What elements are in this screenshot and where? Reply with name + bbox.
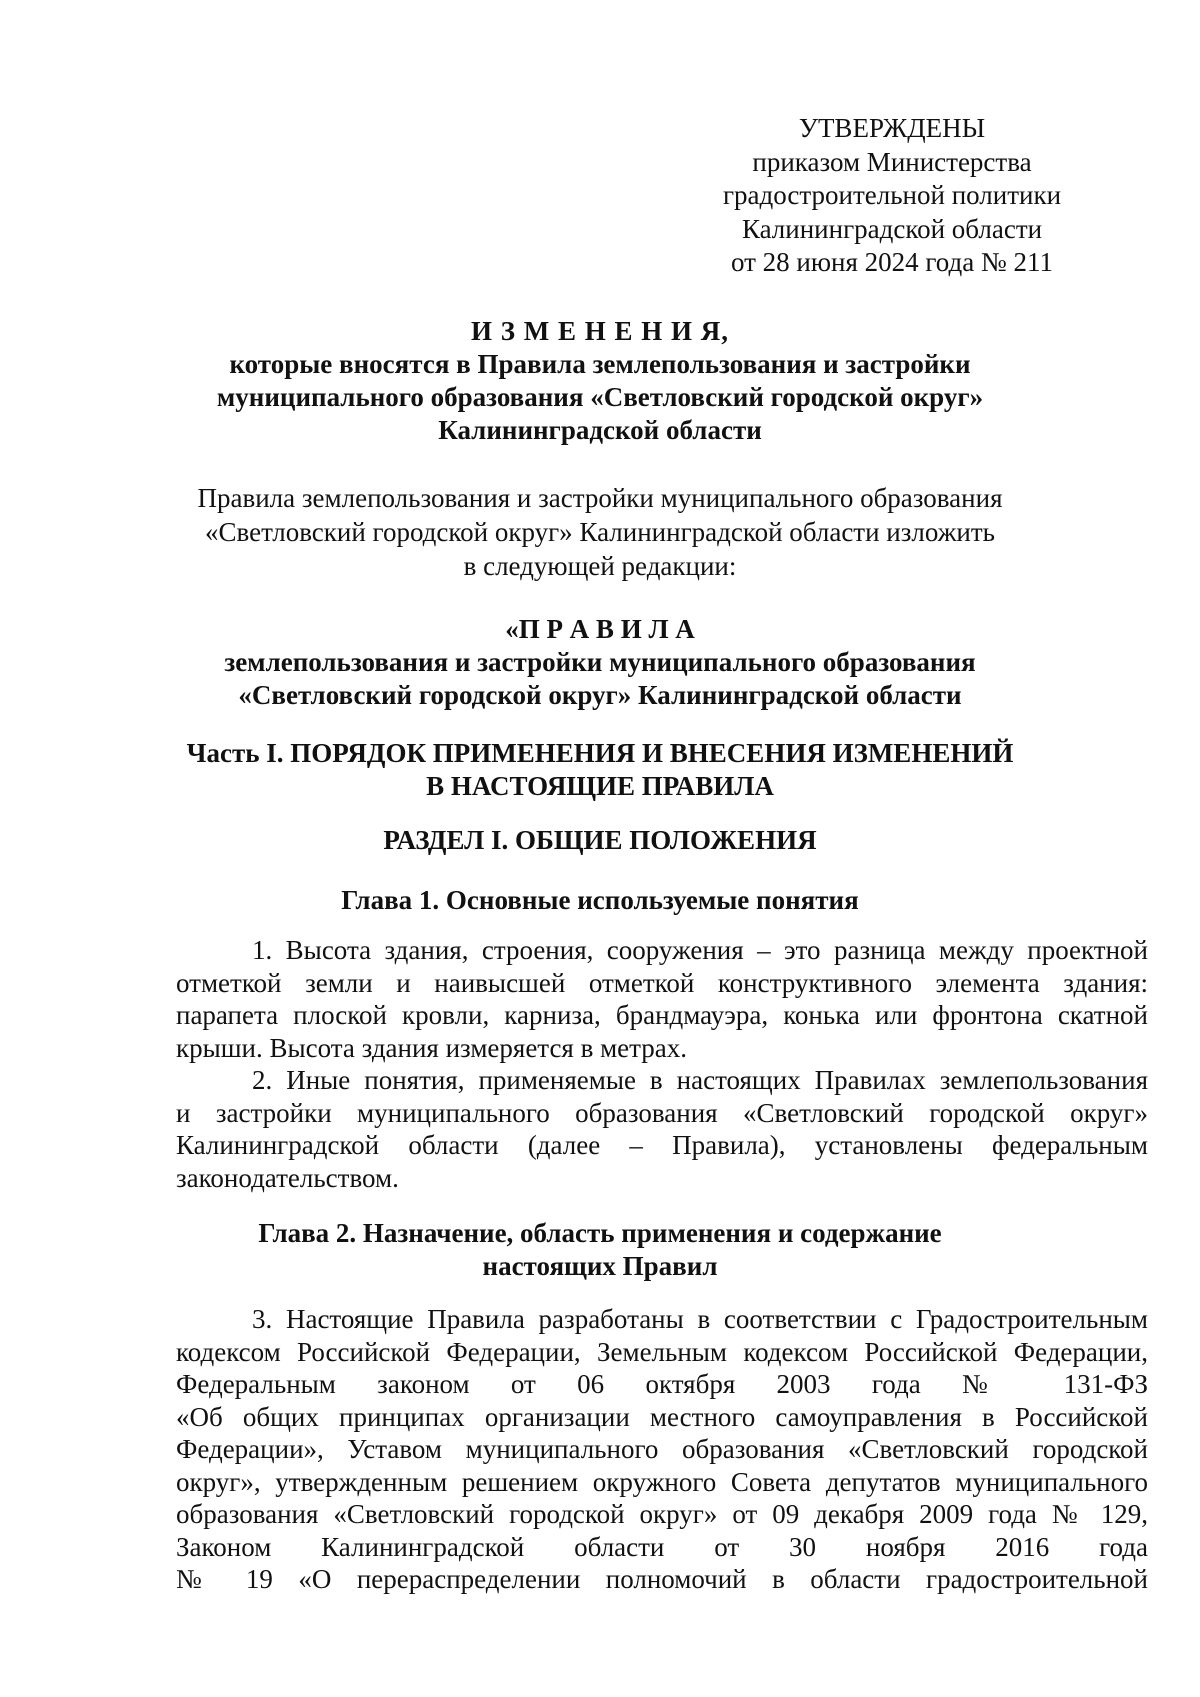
paragraph-line: Законом Калининградской области от 30 ноября 2016 года: [176, 1531, 1148, 1562]
paragraph-2: [176, 1064, 1148, 1194]
paragraph-line: кодексом Российской Федерации, Земельным кодексом Российской Федерации,: [176, 1336, 1148, 1367]
intro-line: в следующей редакции:: [463, 551, 737, 581]
section-heading: [0, 824, 1200, 857]
part-heading-line: В НАСТОЯЩИЕ ПРАВИЛА: [426, 771, 774, 801]
paragraph-line: № 19 «О перераспределении полномочий в области градостроительной: [176, 1564, 1148, 1594]
paragraph-line: Федеральным законом от 06 октября 2003 года № 131-ФЗ: [176, 1369, 1148, 1399]
paragraph-line: отметкой земли и наивысшей отметкой конструктивного элемента здания:: [176, 967, 1148, 998]
chapter2-line: Глава 2. Назначение, область применения и содержание: [258, 1218, 942, 1248]
paragraph-line: законодательством.: [176, 1162, 399, 1193]
part-heading: [0, 737, 1200, 803]
chapter1-heading: [0, 884, 1200, 917]
paragraph-line: «Об общих принципах организации местного самоуправления в Российской: [176, 1401, 1148, 1432]
rules-title-word: «П Р А В И Л А: [505, 614, 695, 644]
approval-line: УТВЕРЖДЕНЫ: [798, 113, 986, 143]
approval-line: градостроительной политики: [722, 180, 1062, 210]
title-line: муниципального образования «Светловский городской округ»: [216, 382, 984, 412]
title-line: Калининградской области: [438, 415, 762, 445]
paragraph-line: 1. Высота здания, строения, сооружения – это разница между проектной: [252, 935, 1148, 965]
chapter2-line: настоящих Правил: [482, 1251, 718, 1281]
rules-title-line: «Светловский городской округ» Калининградской области: [238, 680, 962, 710]
intro-text: [0, 481, 1200, 583]
paragraph-1: [176, 934, 1148, 1064]
paragraph-line: округ», утвержденным решением окружного Совета депутатов муниципального: [176, 1466, 1148, 1497]
approval-line: Калининградской области: [741, 213, 1043, 244]
paragraph-line: Калининградской области (далее – Правила), установлены федеральным: [176, 1130, 1148, 1160]
document-title: [0, 315, 1200, 447]
chapter2-heading: [0, 1217, 1200, 1283]
approval-line: приказом Министерства: [752, 146, 1032, 177]
rules-title: [0, 613, 1200, 712]
intro-line: Правила землепользования и застройки муниципального образования: [197, 483, 1003, 513]
paragraph-line: крыши. Высота здания измеряется в метрах.: [176, 1032, 688, 1063]
paragraph-line: 3. Настоящие Правила разработаны в соответствии с Градостроительным: [252, 1304, 1148, 1334]
paragraph-3: [176, 1303, 1148, 1596]
approval-stamp: [712, 112, 1072, 280]
title-line: которые вносятся в Правила землепользования и застройки: [229, 349, 971, 379]
paragraph-line: 2. Иные понятия, применяемые в настоящих Правилах землепользования: [252, 1065, 1148, 1095]
title-word: И З М Е Н Е Н И Я,: [470, 316, 729, 346]
intro-line: «Светловский городской округ» Калининградской области изложить: [205, 517, 995, 547]
approval-line: от 28 июня 2024 года № 211: [730, 247, 1054, 277]
chapter1-title: Глава 1. Основные используемые понятия: [341, 885, 859, 915]
paragraph-line: парапета плоской кровли, карниза, брандмауэра, конька или фронтона скатной: [176, 1000, 1148, 1030]
part-heading-line: Часть I. ПОРЯДОК ПРИМЕНЕНИЯ И ВНЕСЕНИЯ ИЗМЕНЕНИЙ: [186, 738, 1014, 768]
paragraph-line: и застройки муниципального образования «Светловский городской округ»: [176, 1097, 1148, 1128]
paragraph-line: Федерации», Уставом муниципального образования «Светловский городской: [176, 1434, 1148, 1464]
section-title: РАЗДЕЛ I. ОБЩИЕ ПОЛОЖЕНИЯ: [383, 825, 817, 855]
paragraph-line: образования «Светловский городской округ» от 09 декабря 2009 года № 129,: [176, 1499, 1148, 1529]
rules-title-line: землепользования и застройки муниципального образования: [224, 647, 976, 677]
